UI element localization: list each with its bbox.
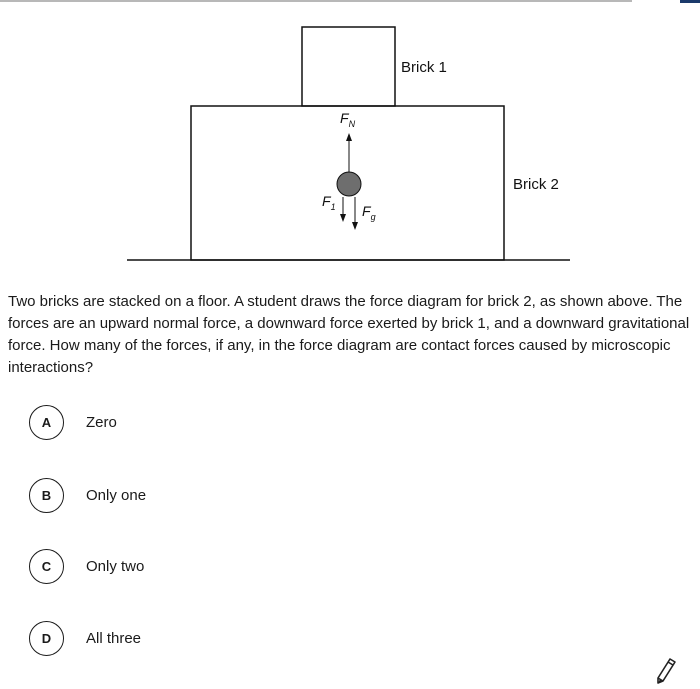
option-b-letter[interactable]: B <box>29 478 64 513</box>
pencil-icon[interactable] <box>651 656 681 686</box>
option-d-letter[interactable]: D <box>29 621 64 656</box>
option-b-label: Only one <box>86 487 147 504</box>
option-d[interactable] <box>29 620 141 657</box>
option-c-letter[interactable]: C <box>29 549 64 584</box>
gravity-force-label: $F_g$ <box>362 203 376 222</box>
brick-1 <box>302 27 395 106</box>
point-mass <box>337 172 361 196</box>
option-b[interactable] <box>29 477 146 514</box>
question-text: Two bricks are stacked on a floor. A student draws the force diagram for brick 2, as shown above. The forces are an upward normal force, a downward force exerted by brick 1, and a downward gravitational force. How many of the forces, if any, in the force diagram are contact forces caused by microscopic interactions? <box>8 293 690 376</box>
brick1-force-label: $F_1$ <box>322 193 336 212</box>
option-a[interactable] <box>29 404 117 441</box>
brick-1-label: Brick 1 <box>401 59 447 76</box>
brick-2-label: Brick 2 <box>513 176 559 193</box>
option-c[interactable] <box>29 548 144 585</box>
force-diagram <box>0 0 700 290</box>
option-d-label: All three <box>86 630 142 647</box>
option-a-label: Zero <box>86 414 117 431</box>
option-a-letter[interactable]: A <box>29 405 64 440</box>
normal-force-label: $F_N$ <box>340 110 356 129</box>
option-c-label: Only two <box>86 558 145 575</box>
